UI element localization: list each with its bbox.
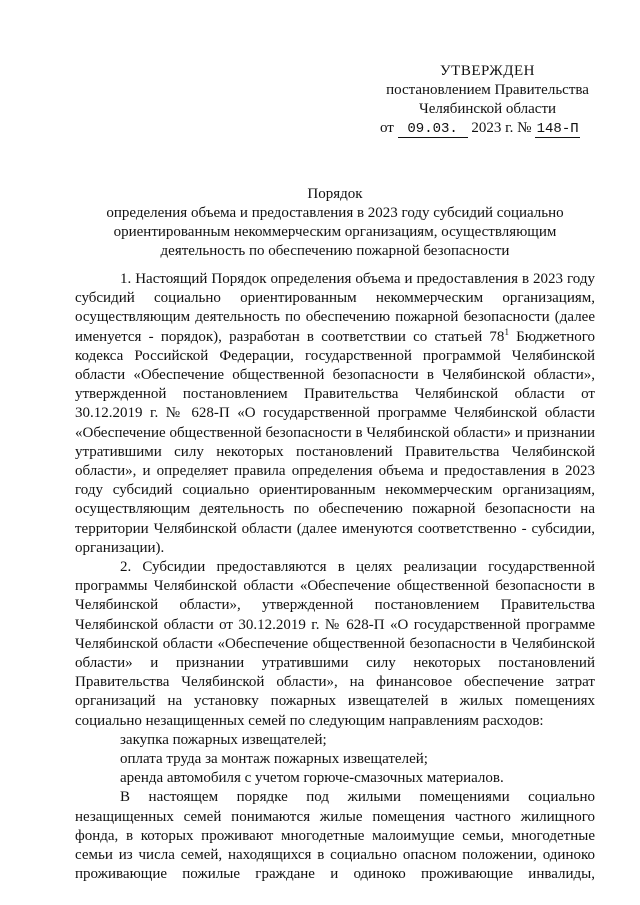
- approval-number: 148-П: [536, 121, 579, 137]
- article-superscript: 1: [504, 326, 509, 337]
- paragraph-1-part-a: 1. Настоящий Порядок определения объема и предоставления в 2023 году субсидий социально ориентированным некоммерческим организациям, осуществляющим деятельность по обеспечению пожарной безопасности (далее именуется - порядок), разработан в соответствии со статьей 78: [75, 271, 595, 345]
- approval-line-2: Челябинской области: [418, 101, 557, 117]
- list-item: оплата труда за монтаж пожарных извещателей;: [120, 751, 428, 768]
- approval-prefix: от: [380, 120, 394, 136]
- title-heading: Порядок: [307, 186, 363, 202]
- approval-title: УТВЕРЖДЕН: [440, 63, 535, 79]
- title-line-2: ориентированным некоммерческим организациям, осуществляющим: [113, 224, 557, 240]
- paragraph-2: 2. Субсидии предоставляются в целях реализации государственной программы Челябинской области «Обеспечение общественной безопасности в Челябинской области», утвержденной постановлением Правительства Челябинской области от 30.12.2019 г. № 628-П «О государственной программе Челябинской области «Обеспечение общественной безопасности в Челябинской области» и признании утратившими силу некоторых постановлений Правительства Челябинской области», на финансовое обеспечение затрат организаций на установку пожарных извещателей в жилых помещениях социально незащищенных семей по следующим направлениям расходов:: [75, 559, 595, 729]
- paragraph-1: [75, 270, 595, 558]
- approval-line-1: постановлением Правительства: [386, 82, 589, 98]
- title-line-1: определения объема и предоставления в 2023 году субсидий социально: [106, 205, 564, 221]
- paragraph-1-part-b: Бюджетного кодекса Российской Федерации, государственной программой Челябинской области «Обеспечение общественной безопасности в Челябинской области», утвержденной постановлением Правительства Челябинской области от 30.12.2019 г. № 628-П «О государственной программе Челябинской области «Обеспечение общественной безопасности в Челябинской области» и признании утратившими силу некоторых постановлений Правительства Челябинской области», и определяет правила определения объема и предоставления в 2023 году субсидий социально ориентированным некоммерческим организациям, осуществляющим деятельность по обеспечению пожарной безопасности на территории Челябинской области (далее именуются соответственно - субсидии, организации).: [75, 328, 596, 556]
- document-title: [75, 185, 595, 261]
- list-item: закупка пожарных извещателей;: [120, 731, 327, 748]
- approval-stamp: [380, 62, 595, 138]
- approval-date: 09.03.: [398, 121, 468, 138]
- paragraph-3: В настоящем порядке под жилыми помещениями социально незащищенных семей понимаются жилые помещения частного жилищного фонда, в которых проживают многодетные малоимущие семьи, многодетные семьи из числа семей, находящихся в социально опасном положении, одиноко проживающие пожилые граждане и одиноко проживающие инвалиды,: [75, 789, 595, 883]
- document-body: [75, 270, 595, 885]
- title-line-3: деятельность по обеспечению пожарной безопасности: [160, 243, 510, 259]
- approval-year: 2023 г. №: [471, 120, 532, 136]
- list-item: аренда автомобиля с учетом горюче-смазочных материалов.: [120, 770, 504, 787]
- approval-date-line: [380, 119, 595, 138]
